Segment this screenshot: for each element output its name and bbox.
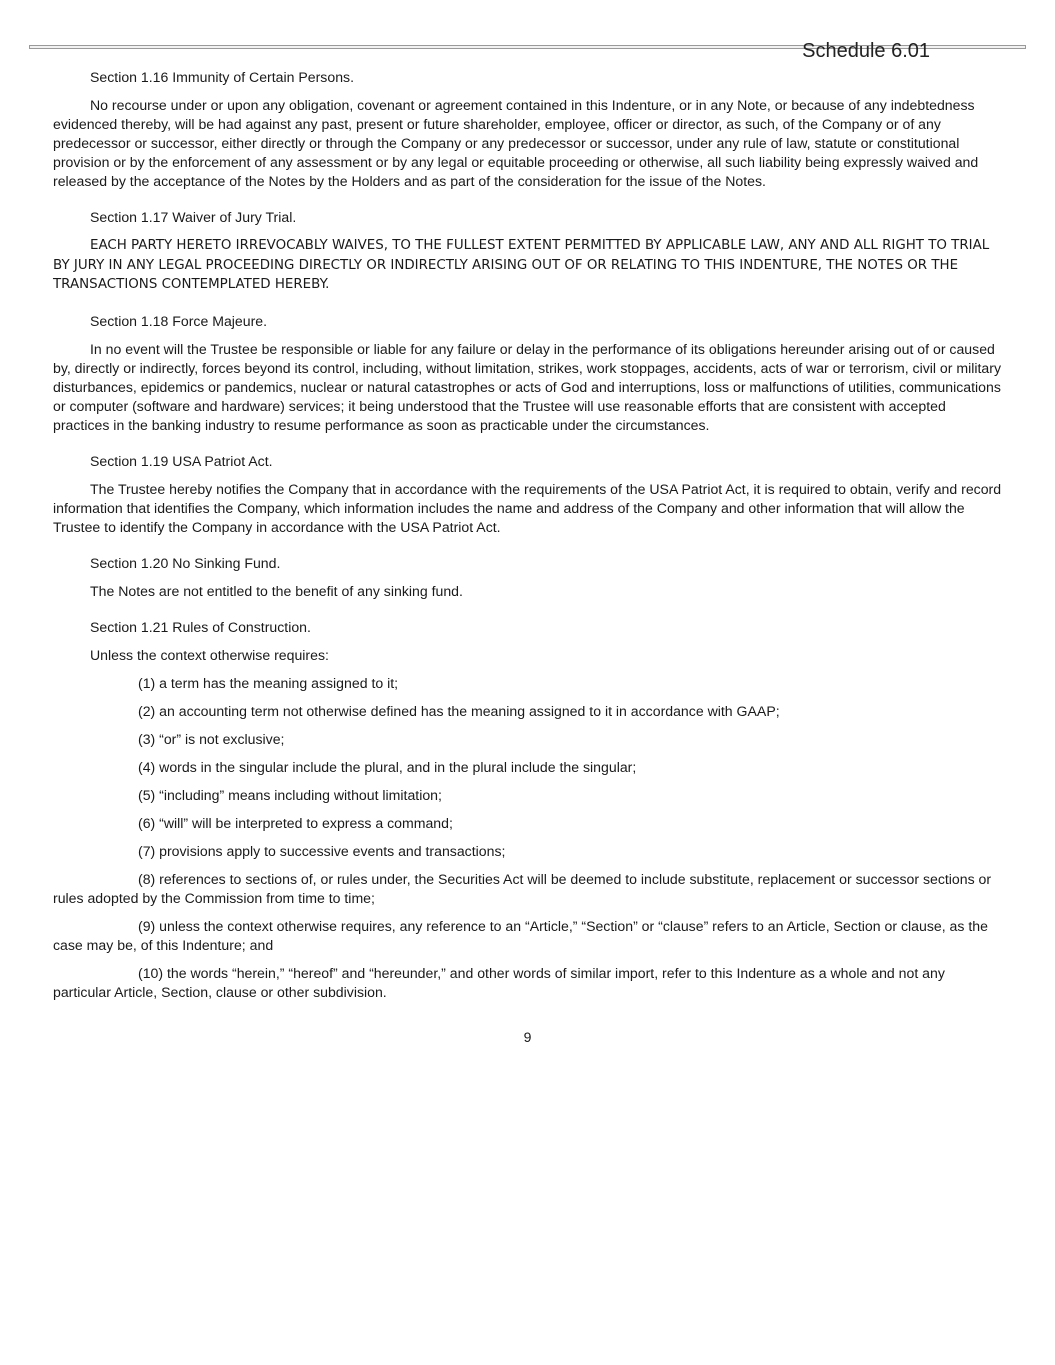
rule-item: (10) the words “herein,” “hereof” and “hereunder,” and other words of similar import, refer to this Indenture as a whole and not any particular Article, Section, clause or other subdivision. xyxy=(53,964,945,1000)
rule-item: (7) provisions apply to successive events and transactions; xyxy=(138,842,506,859)
section-1-21-intro: Unless the context otherwise requires: xyxy=(90,646,329,663)
section-1-17-body: EACH PARTY HERETO IRREVOCABLY WAIVES, TO THE FULLEST EXTENT PERMITTED BY APPLICABLE LAW, ANY AND ALL RIGHT TO TRIAL BY JURY IN ANY LEGAL PROCEEDING DIRECTLY OR INDIRECTLY ARISING OUT OF OR RELATING TO THIS INDENTURE, THE NOTES OR THE TRANSACTIONS CONTEMPLATED HEREBY. xyxy=(53,238,990,292)
rule-item: (2) an accounting term not otherwise defined has the meaning assigned to it in accordance with GAAP; xyxy=(138,702,780,719)
section-1-19-body: The Trustee hereby notifies the Company that in accordance with the requirements of the USA Patriot Act, it is required to obtain, verify and record information that identifies the Company, which information includes the name and address of the Company and other information that will allow the Trustee to identify the Company in accordance with the USA Patriot Act. xyxy=(53,480,1002,535)
rule-item: (8) references to sections of, or rules under, the Securities Act will be deemed to include substitute, replacement or successor sections or rules adopted by the Commission from time to time; xyxy=(53,870,992,906)
rule-item: (9) unless the context otherwise requires, any reference to an “Article,” “Section” or “clause” refers to an Article, Section or clause, as the case may be, of this Indenture; and xyxy=(53,917,988,953)
section-1-21-heading: Section 1.21 Rules of Construction. xyxy=(90,618,311,635)
section-1-20-heading: Section 1.20 No Sinking Fund. xyxy=(90,554,281,571)
rule-item: (1) a term has the meaning assigned to it; xyxy=(138,674,399,691)
section-1-18-heading: Section 1.18 Force Majeure. xyxy=(90,312,268,329)
rule-item: (4) words in the singular include the plural, and in the plural include the singular; xyxy=(138,758,637,775)
section-1-16-body: No recourse under or upon any obligation, covenant or agreement contained in this Indenture, or in any Note, or because of any indebtedness evidenced thereby, will be had against any past, present or future shareholder, employee, officer or director, as such, of the Company or of any predecessor or successor, either directly or through the Company or any predecessor or successor, under any rule of law, statute or constitutional provision or by the enforcement of any assessment or by any legal or equitable proceeding or otherwise, all such liability being expressly waived and released by the acceptance of the Notes by the Holders and as part of the consideration for the issue of the Notes. xyxy=(53,97,979,189)
section-1-18-body: In no event will the Trustee be responsible or liable for any failure or delay in the performance of its obligations hereunder arising out of or caused by, directly or indirectly, forces beyond its control, including, without limitation, strikes, work stoppages, accidents, acts of war or terrorism, civil or military disturbances, epidemics or pandemics, nuclear or natural catastrophes or acts of God and interruptions, loss or malfunctions of utilities, communications or computer (software and hardware) services; it being understood that the Trustee will use reasonable efforts that are consistent with accepted practices in the banking industry to resume performance as soon as practicable under the circumstances. xyxy=(53,340,1002,433)
section-1-17-heading: Section 1.17 Waiver of Jury Trial. xyxy=(90,209,297,225)
section-1-19-heading: Section 1.19 USA Patriot Act. xyxy=(90,452,273,469)
section-1-16-heading: Section 1.16 Immunity of Certain Persons. xyxy=(90,69,354,85)
rule-item: (5) “including” means including without limitation; xyxy=(138,786,442,803)
section-1-20-body: The Notes are not entitled to the benefit of any sinking fund. xyxy=(90,582,463,599)
rule-item: (6) “will” will be interpreted to express a command; xyxy=(138,814,453,831)
page-number: 9 xyxy=(523,1029,532,1045)
schedule-label: Schedule 6.01 xyxy=(802,40,930,62)
document-body xyxy=(53,68,1005,1011)
rule-item: (3) “or” is not exclusive; xyxy=(138,730,285,747)
